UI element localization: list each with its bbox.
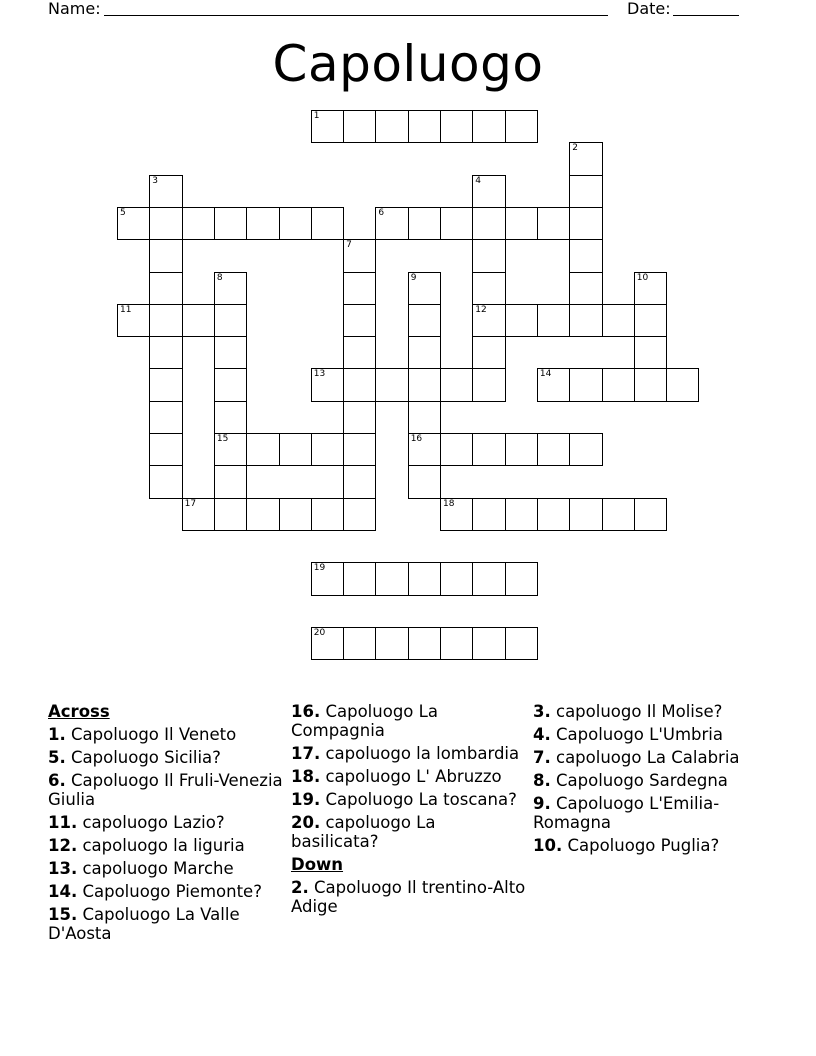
clue-text: Capoluogo Il Veneto [65, 725, 237, 744]
clue-item [291, 744, 527, 763]
grid-cell[interactable] [408, 627, 441, 660]
grid-cell[interactable] [279, 207, 312, 240]
grid-cell[interactable] [408, 562, 441, 595]
cell-number: 13 [313, 369, 326, 380]
grid-cell[interactable] [149, 175, 182, 208]
clue-item [533, 794, 769, 832]
cell-number: 3 [152, 175, 159, 186]
grid-cell[interactable] [440, 627, 473, 660]
grid-cell[interactable] [537, 368, 570, 401]
cell-number: 9 [410, 272, 417, 283]
clue-text: capoluogo Lazio? [77, 813, 225, 832]
clues-column-1 [48, 702, 284, 947]
grid-cell[interactable] [343, 336, 376, 369]
cell-number: 10 [636, 272, 649, 283]
grid-cell[interactable] [505, 207, 538, 240]
clue-number: 15. [48, 905, 78, 924]
grid-cell[interactable] [343, 562, 376, 595]
clues-column-2 [291, 702, 527, 920]
cell-number: 11 [120, 304, 132, 315]
grid-cell[interactable] [440, 368, 473, 401]
clue-number: 7. [533, 748, 551, 767]
clue-text: capoluogo L' Abruzzo [320, 767, 502, 786]
grid-cell[interactable] [311, 110, 344, 143]
date-label: Date: [627, 0, 671, 18]
clue-item [291, 702, 527, 740]
grid-cell[interactable] [505, 562, 538, 595]
cell-number: 5 [120, 207, 126, 218]
clues-column-3 [533, 702, 769, 859]
grid-cell[interactable] [472, 368, 505, 401]
grid-cell[interactable] [375, 207, 408, 240]
grid-cell[interactable] [149, 207, 182, 240]
grid-cell[interactable] [505, 627, 538, 660]
clue-item [48, 771, 284, 809]
grid-cell[interactable] [505, 433, 538, 466]
grid-cell[interactable] [408, 272, 441, 305]
grid-cell[interactable] [214, 272, 247, 305]
grid-cell[interactable] [472, 239, 505, 272]
down-heading: Down [291, 855, 344, 874]
page-title: Capoluogo [272, 35, 544, 93]
grid-cell[interactable] [214, 304, 247, 337]
grid-cell[interactable] [343, 498, 376, 531]
clue-text: Capoluogo Sicilia? [65, 748, 221, 767]
grid-cell[interactable] [246, 498, 279, 531]
clue-text: Capoluogo L'Emilia-Romagna [533, 794, 720, 832]
clue-text: capoluogo La basilicata? [291, 813, 436, 851]
grid-cell[interactable] [569, 142, 602, 175]
clue-item [533, 771, 769, 790]
grid-cell[interactable] [149, 239, 182, 272]
grid-cell[interactable] [408, 465, 441, 498]
grid-cell[interactable] [569, 272, 602, 305]
grid-cell[interactable] [408, 401, 441, 434]
name-label: Name: [48, 0, 101, 18]
clue-item [533, 725, 769, 744]
clue-number: 8. [533, 771, 551, 790]
grid-cell[interactable] [149, 465, 182, 498]
name-field[interactable] [104, 15, 608, 16]
clue-item [48, 748, 284, 767]
grid-cell[interactable] [472, 175, 505, 208]
grid-cell[interactable] [408, 368, 441, 401]
grid-cell[interactable] [505, 304, 538, 337]
grid-cell[interactable] [408, 433, 441, 466]
grid-cell[interactable] [505, 498, 538, 531]
cell-number: 2 [572, 143, 578, 154]
grid-cell[interactable] [343, 272, 376, 305]
grid-cell[interactable] [472, 207, 505, 240]
grid-cell[interactable] [214, 498, 247, 531]
grid-cell[interactable] [408, 336, 441, 369]
header [48, 0, 748, 20]
clue-item [533, 748, 769, 767]
clue-item [533, 702, 769, 721]
grid-cell[interactable] [343, 465, 376, 498]
grid-cell[interactable] [246, 207, 279, 240]
grid-cell[interactable] [537, 433, 570, 466]
grid-cell[interactable] [440, 562, 473, 595]
grid-cell[interactable] [634, 336, 667, 369]
grid-cell[interactable] [343, 401, 376, 434]
grid-cell[interactable] [602, 304, 635, 337]
clue-number: 20. [291, 813, 321, 832]
grid-cell[interactable] [440, 207, 473, 240]
clue-text: Capoluogo Piemonte? [77, 882, 262, 901]
grid-cell[interactable] [214, 433, 247, 466]
clue-text: Capoluogo La Compagnia [291, 702, 438, 740]
clue-number: 17. [291, 744, 321, 763]
grid-cell[interactable] [569, 368, 602, 401]
cell-number: 1 [313, 111, 320, 121]
clue-number: 12. [48, 836, 78, 855]
grid-cell[interactable] [117, 207, 150, 240]
clue-number: 2. [291, 878, 309, 897]
clue-text: Capoluogo Il trentino-Alto Adige [291, 878, 526, 916]
grid-cell[interactable] [149, 336, 182, 369]
grid-cell[interactable] [472, 272, 505, 305]
grid-cell[interactable] [343, 433, 376, 466]
grid-cell[interactable] [472, 110, 505, 143]
grid-cell[interactable] [408, 207, 441, 240]
grid-cell[interactable] [440, 498, 473, 531]
clue-number: 4. [533, 725, 551, 744]
grid-cell[interactable] [149, 433, 182, 466]
grid-cell[interactable] [634, 272, 667, 305]
grid-cell[interactable] [279, 498, 312, 531]
clue-number: 11. [48, 813, 78, 832]
clue-text: Capoluogo Il Fruli-Venezia Giulia [48, 771, 283, 809]
grid-cell[interactable] [311, 207, 344, 240]
grid-cell[interactable] [472, 627, 505, 660]
clue-number: 6. [48, 771, 66, 790]
grid-cell[interactable] [440, 110, 473, 143]
clue-item [48, 813, 284, 832]
grid-cell[interactable] [311, 627, 344, 660]
clue-number: 16. [291, 702, 321, 721]
clue-item [291, 790, 527, 809]
cell-number: 12 [475, 304, 487, 315]
clue-number: 19. [291, 790, 321, 809]
cell-number: 19 [313, 563, 326, 574]
grid-cell[interactable] [408, 110, 441, 143]
clue-text: Capoluogo Puglia? [562, 836, 720, 855]
grid-cell[interactable] [279, 433, 312, 466]
cell-number: 20 [313, 627, 326, 638]
grid-cell[interactable] [472, 562, 505, 595]
grid-cell[interactable] [569, 175, 602, 208]
across-heading: Across [48, 702, 110, 721]
grid-cell[interactable] [537, 207, 570, 240]
grid-cell[interactable] [214, 465, 247, 498]
grid-cell[interactable] [343, 110, 376, 143]
clue-item [48, 836, 284, 855]
grid-cell[interactable] [375, 368, 408, 401]
grid-cell[interactable] [634, 498, 667, 531]
clue-item [291, 878, 527, 916]
clue-text: Capoluogo La toscana? [320, 790, 517, 809]
clue-text: capoluogo Marche [77, 859, 234, 878]
clue-number: 14. [48, 882, 78, 901]
grid-cell[interactable] [214, 401, 247, 434]
grid-cell[interactable] [505, 110, 538, 143]
cell-number: 6 [378, 207, 385, 218]
grid-cell[interactable] [569, 498, 602, 531]
grid-cell[interactable] [149, 401, 182, 434]
grid-cell[interactable] [666, 368, 699, 401]
grid-cell[interactable] [182, 498, 215, 531]
grid-cell[interactable] [149, 304, 182, 337]
grid-cell[interactable] [408, 304, 441, 337]
grid-cell[interactable] [569, 207, 602, 240]
grid-cell[interactable] [472, 304, 505, 337]
grid-cell[interactable] [602, 368, 635, 401]
grid-cell[interactable] [569, 304, 602, 337]
clue-number: 3. [533, 702, 551, 721]
grid-cell[interactable] [149, 368, 182, 401]
clue-number: 10. [533, 836, 563, 855]
clue-text: capoluogo Il Molise? [550, 702, 723, 721]
grid-cell[interactable] [343, 627, 376, 660]
grid-cell[interactable] [214, 368, 247, 401]
grid-cell[interactable] [537, 304, 570, 337]
grid-cell[interactable] [375, 110, 408, 143]
clue-number: 9. [533, 794, 551, 813]
grid-cell[interactable] [472, 336, 505, 369]
cell-number: 4 [475, 175, 482, 186]
clue-item [291, 813, 527, 851]
grid-cell[interactable] [375, 562, 408, 595]
grid-cell[interactable] [117, 304, 150, 337]
grid-cell[interactable] [569, 239, 602, 272]
cell-number: 14 [539, 369, 552, 380]
cell-number: 17 [184, 498, 197, 509]
grid-cell[interactable] [343, 239, 376, 272]
clue-item [48, 725, 284, 744]
cell-number: 18 [443, 498, 455, 509]
clue-text: capoluogo la lombardia [320, 744, 520, 763]
date-field[interactable] [673, 15, 739, 16]
clue-text: capoluogo la liguria [77, 836, 245, 855]
grid-cell[interactable] [311, 368, 344, 401]
clue-text: Capoluogo Sardegna [550, 771, 728, 790]
grid-cell[interactable] [149, 272, 182, 305]
grid-cell[interactable] [214, 336, 247, 369]
grid-cell[interactable] [246, 433, 279, 466]
cell-number: 15 [216, 434, 229, 444]
clue-text: Capoluogo La Valle D'Aosta [48, 905, 240, 943]
grid-cell[interactable] [214, 207, 247, 240]
grid-cell[interactable] [634, 368, 667, 401]
grid-cell[interactable] [634, 304, 667, 337]
grid-cell[interactable] [375, 627, 408, 660]
clue-item [48, 859, 284, 878]
grid-cell[interactable] [182, 207, 215, 240]
grid-cell[interactable] [311, 498, 344, 531]
clue-text: Capoluogo L'Umbria [550, 725, 723, 744]
clue-number: 5. [48, 748, 66, 767]
grid-cell[interactable] [537, 498, 570, 531]
grid-cell[interactable] [602, 498, 635, 531]
clue-text: capoluogo La Calabria [550, 748, 740, 767]
grid-cell[interactable] [343, 304, 376, 337]
grid-cell[interactable] [343, 368, 376, 401]
cell-number: 16 [410, 434, 423, 444]
clue-item [48, 905, 284, 943]
clue-item [48, 882, 284, 901]
clue-number: 1. [48, 725, 66, 744]
cell-number: 8 [216, 272, 223, 283]
cell-number: 7 [346, 240, 352, 251]
clue-item [291, 767, 527, 786]
grid-cell[interactable] [472, 498, 505, 531]
clue-item [533, 836, 769, 855]
clue-number: 13. [48, 859, 78, 878]
grid-cell[interactable] [440, 433, 473, 466]
grid-cell[interactable] [311, 562, 344, 595]
grid-cell[interactable] [311, 433, 344, 466]
grid-cell[interactable] [569, 433, 602, 466]
clue-number: 18. [291, 767, 321, 786]
grid-cell[interactable] [182, 304, 215, 337]
grid-cell[interactable] [472, 433, 505, 466]
